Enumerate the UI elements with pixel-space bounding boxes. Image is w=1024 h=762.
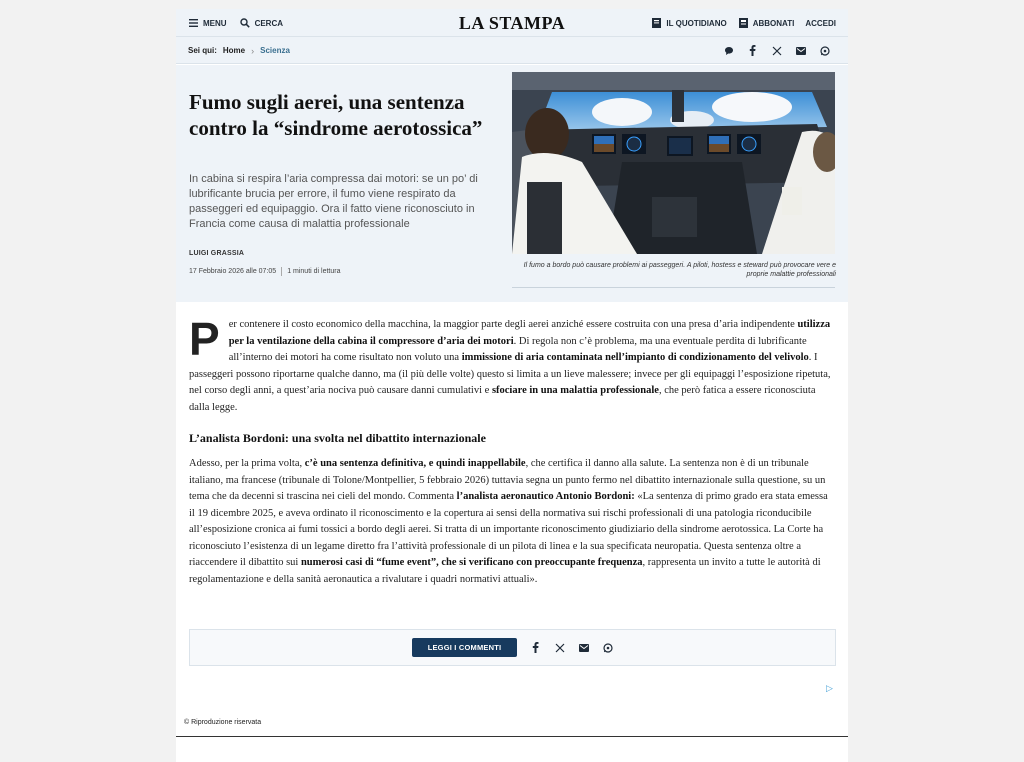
article-body (189, 313, 836, 588)
abbonati-label: ABBONATI (752, 18, 795, 28)
caption-divider (512, 287, 835, 288)
read-comments-button[interactable]: LEGGI I COMMENTI (412, 638, 518, 657)
article-hero (176, 65, 848, 302)
breadcrumb (188, 37, 290, 64)
article-title: Fumo sugli aerei, una sentenza contro la “sindrome aerotossica” (189, 90, 483, 140)
menu-button[interactable] (188, 18, 227, 29)
breadcrumb-section[interactable]: Scienza (260, 46, 290, 55)
comment-icon[interactable] (723, 45, 734, 56)
photo-caption: Il fumo a bordo può causare problemi ai passeggeri. A piloti, hostess e steward può provocare vere e proprie malattie professionali (523, 262, 836, 278)
menu-icon (188, 18, 199, 29)
whatsapp-icon[interactable] (819, 45, 830, 56)
breadcrumb-label: Sei qui: (188, 46, 217, 55)
search-icon (240, 18, 251, 29)
adchoices-icon[interactable]: ▷ (826, 683, 833, 693)
search-button[interactable] (240, 18, 283, 29)
comments-share-box (189, 629, 836, 666)
menu-label: MENU (203, 18, 227, 28)
highlight-text: utilizza per la ventilazione della cabina il compressore d’aria dei motori (228, 319, 831, 347)
abbonati-link[interactable] (738, 18, 795, 29)
highlight-text: l’analista aeronautico Antonio Bordoni: (456, 491, 635, 502)
breadcrumb-bar (176, 37, 848, 64)
x-icon[interactable] (554, 642, 565, 653)
newspaper-icon (651, 18, 662, 29)
top-navigation (176, 9, 848, 37)
paragraph-2: Adesso, per la prima volta, c’è una sentenza definitiva, e quindi inappellabile, che certifica il danno alla salute. La sentenza non è di un tribunale italiano, ma francese (tribunale di Tolone/Montpellier, 5 febbraio 2026) tuttavia segna un punto fermo nel dibattito internazionale sulla questione, su un tema che da decenni si trascina nei cieli del mondo. Commenta l’analista aeronautico Antonio Bordoni: «La sentenza di primo grado era stata emessa il 19 dicembre 2025, e aveva ordinato il riconoscimento e la copertura ai sensi della normativa sui rischi professionali di una patologia riconducibile all’esposizione cronica ai fumi tossici a bordo degli aerei. Si tratta di un importante riconoscimento giudiziario della sindrome aerotossica. La Corte ha riconosciuto l’esistenza di un legame diretto fra l’attività professionale di un pilota di linea e la sua specificata neuropatia. Questa sentenza oltre a riaccendere il dibattito sui numerosi casi di “fume event”, che si verificano con preoccupante frequenza, rappresenta un invito a tutte le autorità di regolamentazione e della sanità aeronautica a rivalutare i quadri normativi attuali». (189, 458, 828, 585)
article-subheading: L’analista Bordoni: una svolta nel dibattito internazionale (189, 431, 486, 445)
meta-divider (281, 267, 282, 276)
article-meta (189, 267, 341, 276)
search-label: CERCA (254, 18, 284, 28)
facebook-icon[interactable] (747, 45, 758, 56)
quotidiano-label: IL QUOTIDIANO (666, 18, 727, 28)
highlight-text: sfociare in una malattia professionale (491, 385, 659, 396)
breadcrumb-home[interactable]: Home (222, 46, 246, 55)
page (176, 9, 848, 762)
login-label: ACCEDI (805, 18, 836, 28)
highlight-text: immissione di aria contaminata nell’impianto di condizionamento del velivolo (461, 352, 809, 363)
paragraph-1: Per contenere il costo economico della macchina, la maggior parte degli aerei anziché essere costruita con una presa d’aria indipendente utilizza per la ventilazione della cabina il compressore d’aria dei motori. Di regola non c’è problema, ma una eventuale perdita di lubrificante all’interno dei motori ha come risultato non voluto una immissione di aria contaminata nell’impianto di condizionamento del velivolo. I passeggeri possono riportarne qualche danno, ma (il più delle volte) questo si limita a un lieve malessere; invece per gli equipaggi l’esposizione ripetuta, nel corso degli anni, a quest’aria nociva può causare danni cumulativi e sfociare in una malattia professionale, che però fatica a essere riconosciuta dalla legge. (189, 313, 831, 413)
article-date: 17 Febbraio 2026 alle 07:05 (189, 268, 277, 275)
reading-time: 1 minuti di lettura (287, 268, 341, 275)
article-author[interactable]: LUIGI GRASSIA (189, 250, 245, 257)
article-photo-cockpit[interactable] (512, 72, 835, 254)
site-logo[interactable]: LA STAMPA (458, 12, 566, 33)
chevron-right-icon: › (251, 45, 255, 56)
x-icon[interactable] (771, 45, 782, 56)
facebook-icon[interactable] (530, 642, 541, 653)
footer-divider (176, 736, 848, 737)
subscribe-icon (738, 18, 749, 29)
highlight-text: c’è una sentenza definitiva, e quindi inappellabile (304, 458, 526, 469)
article-lede: In cabina si respira l’aria compressa dai motori: se un po’ di lubrificante brucia per errore, il fumo viene respirato da passeggeri ed equipaggio. Ora il fatto viene riconosciuto in Francia come causa di malattia professionale (189, 173, 478, 230)
highlight-text: numerosi casi di “fume event”, che si verificano con preoccupante frequenza (300, 557, 643, 568)
copyright-notice: © Riproduzione riservata (184, 719, 262, 726)
login-link[interactable] (805, 19, 836, 28)
email-icon[interactable] (578, 642, 589, 653)
share-bar-top (723, 37, 830, 64)
whatsapp-icon[interactable] (602, 642, 613, 653)
drop-cap: P (189, 313, 220, 365)
quotidiano-link[interactable] (651, 18, 726, 29)
email-icon[interactable] (795, 45, 806, 56)
